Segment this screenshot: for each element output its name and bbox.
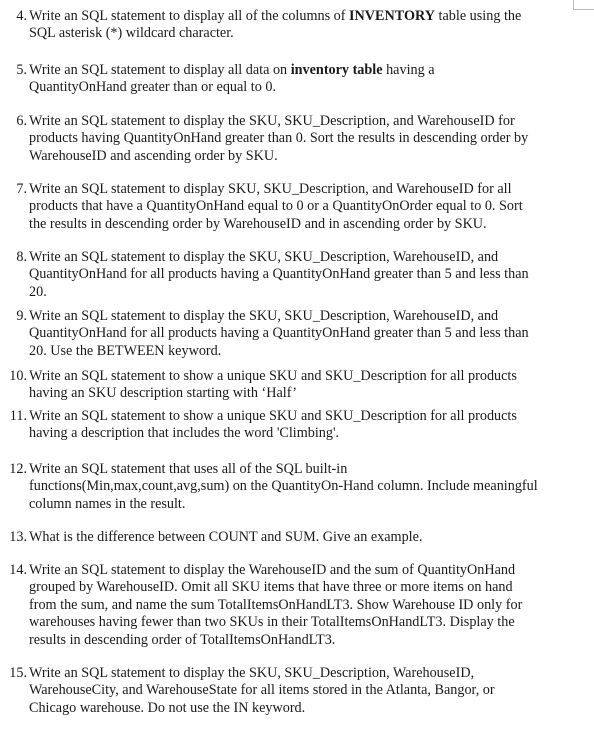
text-run: having a: [382, 62, 435, 78]
question-text-line: [29, 25, 585, 42]
question-number: 15.: [9, 665, 27, 681]
text-run: Write an SQL statement to display SKU, SKU_Description, and WarehouseID for all: [29, 181, 512, 197]
question-text-line: [29, 597, 585, 614]
question-text: [29, 665, 585, 717]
text-run: QuantityOnHand for all products having a QuantityOnHand greater than 5 and less than: [29, 325, 529, 342]
text-run: column names in the result.: [29, 495, 186, 512]
question-text-line: [29, 325, 585, 342]
question-text-line: [29, 614, 585, 631]
text-run: Write an SQL statement to show a unique SKU and SKU_Description for all products: [29, 408, 517, 424]
text-run: WarehouseCity, and WarehouseState for all items stored in the Atlanta, Bangor, or: [29, 682, 495, 699]
text-run: the results in descending order by WarehouseID and in ascending order by SKU.: [29, 215, 487, 232]
question-text: [29, 308, 585, 360]
question-text-line: [29, 216, 585, 233]
question-text-line: [29, 249, 585, 266]
question-text-line: [29, 579, 585, 596]
text-run: having an SKU description starting with ‘Half’: [29, 385, 297, 402]
question-text-line: [29, 130, 585, 147]
question-text: [29, 181, 585, 233]
question-text-line: [29, 529, 585, 546]
question-text-line: [29, 682, 585, 699]
question-text-line: [29, 343, 585, 360]
question-text-line: [29, 665, 585, 682]
question-text-line: [29, 425, 585, 442]
question-text-line: [29, 266, 585, 283]
question-number: 6.: [16, 113, 27, 129]
question-number: 9.: [16, 308, 27, 324]
question-text-line: [29, 8, 585, 25]
question-text-line: [29, 198, 585, 215]
text-run: Chicago warehouse. Do not use the IN keyword.: [29, 699, 306, 716]
text-run: QuantityOnHand greater than or equal to 0.: [29, 79, 277, 96]
question-number: 4.: [16, 8, 27, 24]
question-text: [29, 249, 585, 301]
question-text: [29, 562, 585, 649]
question-text: [29, 8, 585, 43]
question-text-line: [29, 113, 585, 130]
question-number: 12.: [9, 461, 27, 477]
text-run: Write an SQL statement to display the SKU, SKU_Description, WarehouseID,: [29, 665, 475, 681]
text-run: functions(Min,max,count,avg,sum) on the QuantityOn-Hand column. Include meaningful: [29, 478, 538, 495]
text-run: 20.: [29, 283, 47, 300]
question-number: 11.: [9, 408, 27, 424]
text-run: Write an SQL statement to display the SKU, SKU_Description, and WarehouseID for: [29, 113, 515, 129]
question-text-line: [29, 308, 585, 325]
question-number: 8.: [16, 249, 27, 265]
bold-term: inventory table: [290, 62, 383, 78]
question-number: 13.: [9, 529, 27, 545]
text-run: QuantityOnHand for all products having a QuantityOnHand greater than 5 and less than: [29, 266, 529, 283]
text-run: 20. Use the BETWEEN keyword.: [29, 342, 222, 359]
text-run: Write an SQL statement to display the SKU, SKU_Description, WarehouseID, and: [29, 308, 499, 324]
text-run: warehouses having fewer than two SKUs in their TotalItemsOnHandLT3. Display the: [29, 614, 515, 631]
text-run: having a description that includes the word 'Climbing'.: [29, 425, 340, 442]
text-run: table using the: [435, 8, 522, 24]
bold-term: INVENTORY: [349, 8, 435, 24]
text-run: WarehouseID and ascending order by SKU.: [29, 147, 278, 164]
question-text-line: [29, 62, 585, 79]
text-run: SQL asterisk (*) wildcard character.: [29, 25, 234, 42]
question-text-line: [29, 632, 585, 649]
question-text-line: [29, 461, 585, 478]
question-number: 10.: [9, 368, 27, 384]
question-text: [29, 113, 585, 165]
text-run: Write an SQL statement that uses all of the SQL built-in: [29, 461, 348, 477]
question-text-line: [29, 496, 585, 513]
question-text-line: [29, 181, 585, 198]
question-text-line: [29, 408, 585, 425]
text-run: Write an SQL statement to display all of the columns of: [29, 8, 350, 24]
text-run: grouped by WarehouseID. Omit all SKU items that have three or more items on hand: [29, 579, 513, 596]
text-run: results in descending order of TotalItemsOnHandLT3.: [29, 631, 336, 648]
text-run: products that have a QuantityOnHand equal to 0 or a QuantityOnOrder equal to 0. Sort: [29, 198, 523, 215]
question-text: [29, 62, 585, 97]
question-text: [29, 461, 585, 513]
question-text-line: [29, 478, 585, 495]
question-text: [29, 408, 585, 443]
question-text-line: [29, 284, 585, 301]
question-number: 5.: [16, 62, 27, 78]
text-run: from the sum, and name the sum TotalItemsOnHandLT3. Show Warehouse ID only for: [29, 596, 523, 613]
text-run: products having QuantityOnHand greater than 0. Sort the results in descending order by: [29, 130, 529, 147]
question-number: 14.: [9, 562, 27, 578]
question-text-line: [29, 368, 585, 385]
question-text-line: [29, 385, 585, 402]
question-text: [29, 368, 585, 403]
question-text-line: [29, 148, 585, 165]
question-text: [29, 529, 585, 546]
question-text-line: [29, 700, 585, 717]
text-run: Write an SQL statement to display the SKU, SKU_Description, WarehouseID, and: [29, 249, 499, 265]
question-text-line: [29, 562, 585, 579]
text-run: Write an SQL statement to display the WarehouseID and the sum of QuantityOnHand: [29, 562, 516, 578]
text-run: What is the difference between COUNT and SUM. Give an example.: [29, 529, 423, 545]
text-run: Write an SQL statement to show a unique SKU and SKU_Description for all products: [29, 368, 517, 384]
text-run: Write an SQL statement to display all data on: [29, 62, 291, 78]
question-number: 7.: [16, 181, 27, 197]
question-text-line: [29, 79, 585, 96]
